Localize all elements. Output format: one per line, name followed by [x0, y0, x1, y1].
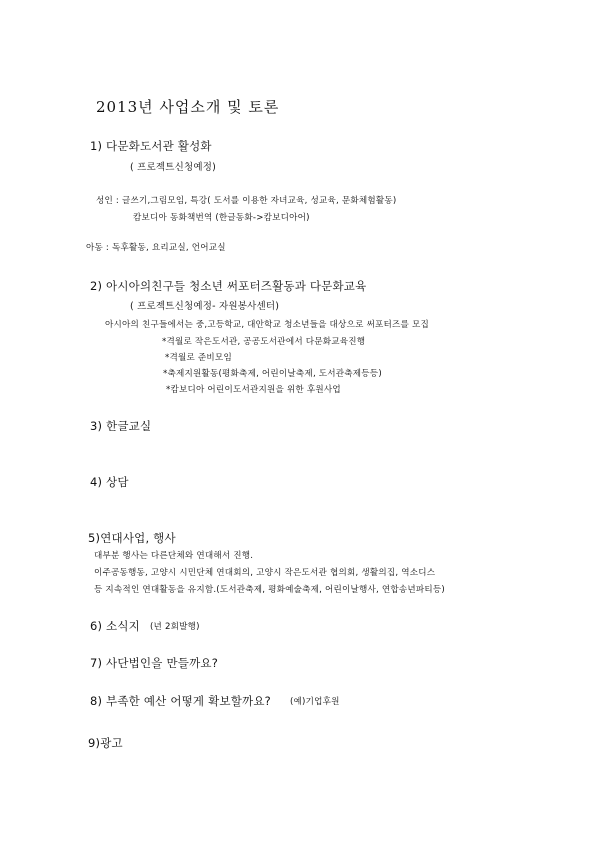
section-2-note: ( 프로젝트신청예정- 자원봉사센터)	[130, 301, 280, 312]
section-6-heading: 6) 소식지	[90, 619, 140, 633]
section-1-heading: 1) 다문화도서관 활성화	[90, 139, 212, 153]
section-4-heading: 4) 상담	[90, 475, 129, 489]
section-9-heading: 9)광고	[88, 736, 123, 750]
section-2-item: *격월로 작은도서관, 공공도서관에서 다문화교육진행	[162, 337, 366, 347]
section-5-line: 대부분 행사는 다른단체와 연대해서 진행.	[94, 551, 254, 561]
section-1-note: ( 프로젝트신청예정)	[130, 162, 217, 173]
section-2-item: *축제지원활동(평화축제, 어린이날축제, 도서관축제등등)	[163, 369, 382, 379]
section-1-adult-line-2: 캄보디아 동화책번역 (한글동화->캄보디아어)	[133, 213, 310, 223]
section-5-line: 등 지속적인 연대활동을 유지함.(도서관축제, 평화예술축제, 어린이날행사, 연합송년파티등)	[94, 585, 445, 595]
section-8-note: (예)기업후원	[290, 697, 340, 707]
section-2-heading: 2) 아시아의친구들 청소년 써포터즈활동과 다문화교육	[90, 279, 367, 293]
section-5-line: 이주공동행동, 고양시 시민단체 연대회의, 고양시 작은도서관 협의회, 생활의집, 역소디스	[94, 568, 436, 578]
section-6-note: (년 2회발행)	[150, 622, 200, 632]
section-7-heading: 7) 사단법인을 만들까요?	[90, 656, 218, 670]
section-2-description: 아시아의 친구들에서는 중,고등학교, 대안학교 청소년들을 대상으로 써포터즈를 모집	[105, 320, 429, 330]
section-5-heading: 5)연대사업, 행사	[88, 531, 176, 545]
section-8-heading: 8) 부족한 예산 어떻게 확보할까요?	[90, 694, 271, 708]
section-1-adult-line: 성인 : 글쓰기,그림모임, 특강( 도서를 이용한 자녀교육, 성교육, 문화체험활동)	[96, 196, 397, 206]
page-title: 2013년 사업소개 및 토론	[96, 98, 280, 116]
section-3-heading: 3) 한글교실	[90, 419, 152, 433]
section-2-item: *격월로 준비모임	[165, 353, 232, 363]
section-1-child-line: 아동 : 독후활동, 요리교실, 언어교실	[86, 243, 226, 253]
section-2-item: *캄보디아 어린이도서관지원을 위한 후원사업	[166, 385, 341, 395]
